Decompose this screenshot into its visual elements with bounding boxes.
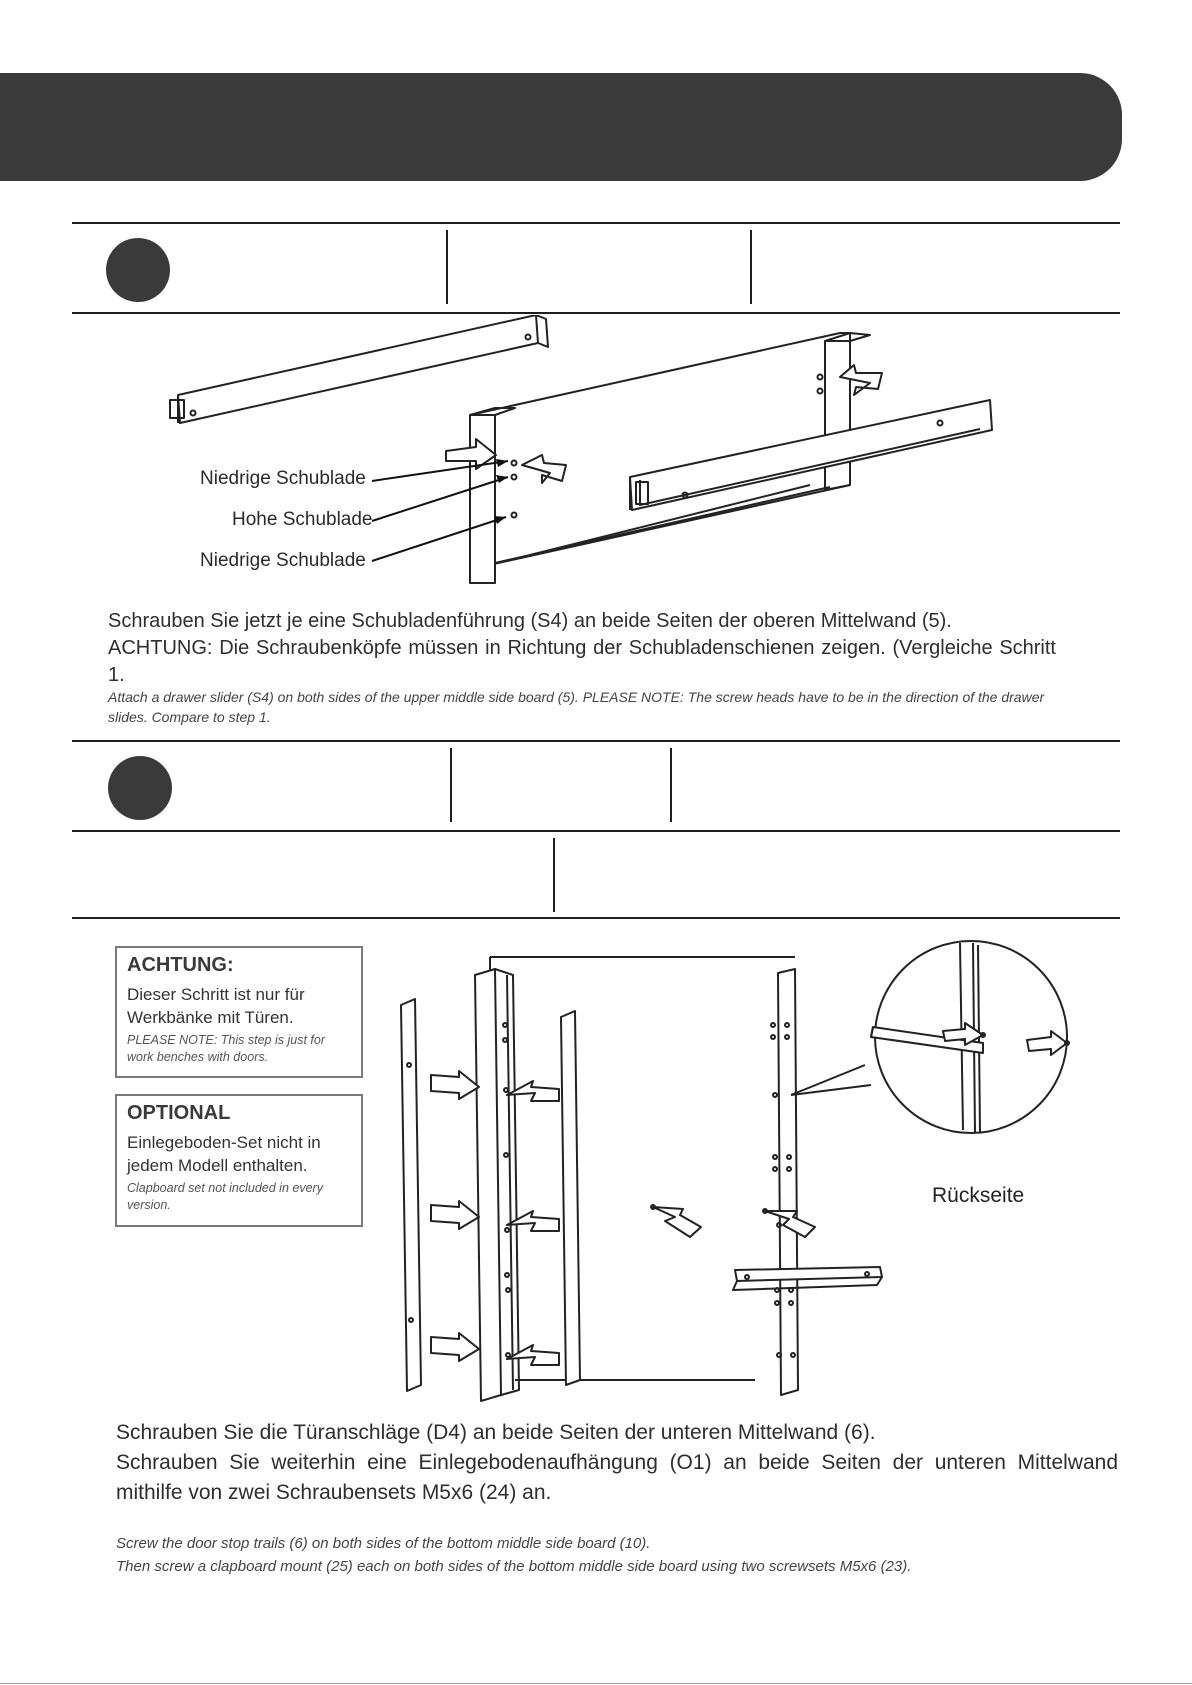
step-a-top-rule bbox=[72, 222, 1120, 224]
header-banner bbox=[0, 73, 1122, 181]
step-b-sub-divider bbox=[553, 838, 555, 912]
step-a-instruction-en: Attach a drawer slider (S4) on both sides of the upper middle side board (5). PLEASE NOTE: The screw heads have to be in the direction of the drawer slides. Compare to step 1. bbox=[108, 689, 1045, 725]
step-a-bottom-rule bbox=[72, 312, 1120, 314]
optional-text-de: Einlegeboden-Set nicht in jedem Modell enthalten. bbox=[127, 1133, 321, 1175]
notice-title: ACHTUNG: bbox=[127, 954, 234, 976]
step-a-instruction-de-2: ACHTUNG: Die Schraubenköpfe müssen in Richtung der Schubladenschienen zeigen. (Vergleiche Schritt 1. bbox=[108, 637, 1056, 686]
step-b-bottom-rule bbox=[72, 917, 1120, 919]
step-b-instruction-en-1: Screw the door stop trails (6) on both sides of the bottom middle side board (10). bbox=[116, 1535, 651, 1552]
step-a-column-divider bbox=[750, 230, 752, 304]
label-low-drawer-bottom: Niedrige Schublade bbox=[200, 550, 366, 571]
step-b-mid-rule bbox=[72, 830, 1120, 832]
label-low-drawer-top: Niedrige Schublade bbox=[200, 468, 366, 489]
door-stop-assembly-figure bbox=[395, 925, 1085, 1405]
step-b-column-divider bbox=[450, 748, 452, 822]
step-b-number-badge bbox=[108, 756, 172, 820]
back-side-label: Rückseite bbox=[932, 1184, 1025, 1207]
optional-title: OPTIONAL bbox=[127, 1102, 231, 1124]
step-a-number-badge bbox=[106, 238, 170, 302]
label-high-drawer: Hohe Schublade bbox=[232, 509, 373, 530]
step-a-instruction-de bbox=[108, 608, 1056, 689]
step-b-instruction-en-2: Then screw a clapboard mount (25) each on both sides of the bottom middle side board using two screwsets M5x6 (23). bbox=[116, 1558, 912, 1575]
step-a-instruction-de-1: Schrauben Sie jetzt je eine Schubladenführung (S4) an beide Seiten der oberen Mittelwand (5). bbox=[108, 610, 952, 632]
notice-text-de: Dieser Schritt ist nur für Werkbänke mit Türen. bbox=[127, 985, 305, 1027]
optional-box-shelf bbox=[115, 1094, 363, 1227]
step-b-column-divider bbox=[670, 748, 672, 822]
notice-text-en: PLEASE NOTE: This step is just for work benches with doors. bbox=[127, 1033, 325, 1064]
optional-text-en: Clapboard set not included in every version. bbox=[127, 1181, 323, 1212]
notice-box-doors bbox=[115, 946, 363, 1078]
step-b-instruction-de-2: Schrauben Sie weiterhin eine Einlegebodenaufhängung (O1) an beide Seiten der unteren Mittelwand mithilfe von zwei Schraubensets M5x6 (24) an. bbox=[116, 1451, 1118, 1504]
step-a-column-divider bbox=[446, 230, 448, 304]
step-b-top-rule bbox=[72, 740, 1120, 742]
step-b-instruction-en bbox=[116, 1532, 1126, 1578]
step-b-instruction-de-1: Schrauben Sie die Türanschläge (D4) an beide Seiten der unteren Mittelwand (6). bbox=[116, 1421, 876, 1444]
step-b-instruction-de bbox=[116, 1418, 1118, 1508]
footer-rule bbox=[0, 1683, 1192, 1684]
